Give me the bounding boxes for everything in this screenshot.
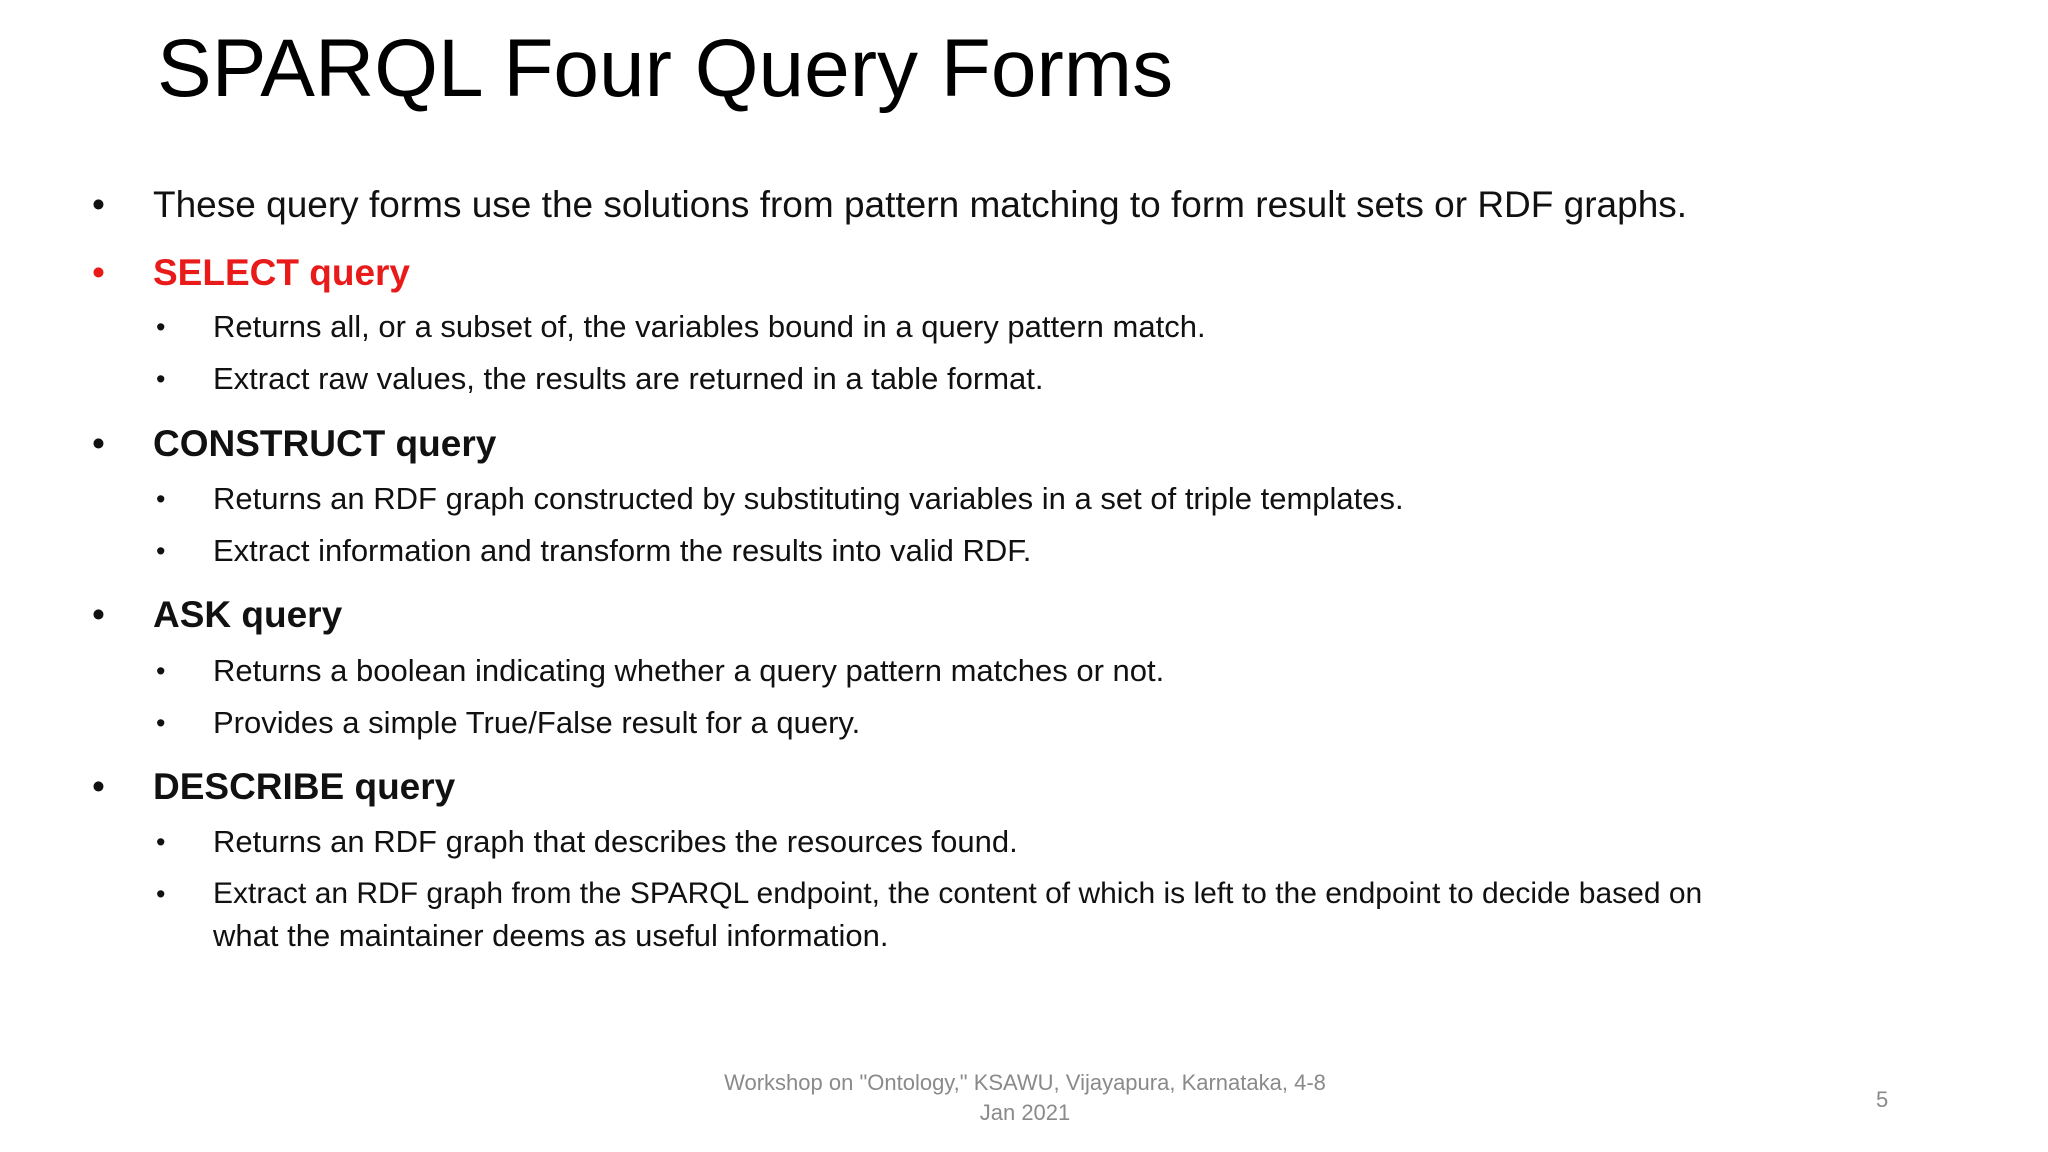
ask-item-1: Returns a boolean indicating whether a query pattern matches or not. [213, 653, 1165, 688]
sub-bullet-marker: • [156, 879, 166, 909]
sub-bullet-marker: • [156, 708, 166, 738]
ask-heading: ASK query [153, 594, 343, 635]
bullet-marker: • [92, 766, 105, 807]
describe-item-2: Extract an RDF graph from the SPARQL endpoint, the content of which is left to the endpoint to decide based on [213, 877, 1703, 910]
construct-item-2: Extract information and transform the results into valid RDF. [213, 533, 1032, 568]
bullet-marker: • [92, 594, 105, 635]
ask-item-2: Provides a simple True/False result for a query. [213, 705, 861, 740]
bullet-marker: • [92, 184, 105, 225]
construct-item-1: Returns an RDF graph constructed by substituting variables in a set of triple templates. [213, 481, 1404, 516]
select-heading: SELECT query [153, 252, 410, 293]
select-item-2: Extract raw values, the results are returned in a table format. [213, 361, 1044, 396]
sub-bullet-marker: • [156, 364, 166, 394]
intro-text: These query forms use the solutions from pattern matching to form result sets or RDF graphs. [153, 184, 1688, 225]
slide-title: SPARQL Four Query Forms [157, 23, 1174, 114]
bullet-marker: • [92, 423, 105, 464]
describe-item-2-continued: what the maintainer deems as useful information. [213, 918, 889, 953]
page-number: 5 [1876, 1087, 1889, 1112]
sub-bullet-marker: • [156, 536, 166, 566]
slide-footer [680, 1068, 1370, 1128]
bullet-marker: • [92, 252, 105, 293]
sub-bullet-marker: • [156, 312, 166, 342]
sub-bullet-marker: • [156, 484, 166, 514]
select-item-1: Returns all, or a subset of, the variables bound in a query pattern match. [213, 309, 1206, 344]
describe-heading: DESCRIBE query [153, 766, 456, 807]
footer-line-2: Jan 2021 [979, 1100, 1071, 1125]
footer-line-1: Workshop on "Ontology," KSAWU, Vijayapura, Karnataka, 4-8 [724, 1070, 1326, 1095]
construct-heading: CONSTRUCT query [153, 423, 497, 464]
sub-bullet-marker: • [156, 656, 166, 686]
sub-bullet-marker: • [156, 827, 166, 857]
describe-item-1: Returns an RDF graph that describes the resources found. [213, 824, 1018, 859]
